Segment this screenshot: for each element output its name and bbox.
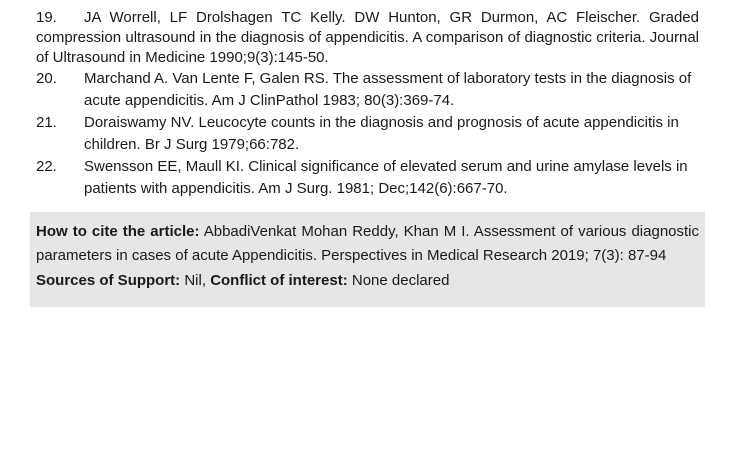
reference-item-19	[36, 8, 699, 68]
reference-item-22	[36, 156, 699, 200]
support-line	[36, 271, 449, 291]
citation-label: How to cite the article:	[36, 223, 200, 240]
reference-list	[36, 8, 699, 200]
reference-item-21	[36, 112, 699, 156]
reference-text: Marchand A. Van Lente F, Galen RS. The assessment of laboratory tests in the diagnosis of acute appendicitis. Am J ClinPathol 1983; 80(3):369-74.	[84, 70, 692, 109]
citation-paragraph	[36, 220, 699, 267]
citation-text: AbbadiVenkat Mohan Reddy, Khan M I. Assessment of various diagnostic parameters in cases of acute Appendicitis. Perspectives in Medical Research 2019; 7(3): 87-94	[36, 223, 700, 264]
conflict-label: Conflict of interest:	[210, 272, 348, 289]
sources-value: Nil,	[184, 272, 207, 289]
reference-number: 22.	[36, 158, 57, 175]
reference-text: Doraiswamy NV. Leucocyte counts in the diagnosis and prognosis of acute appendicitis in children. Br J Surg 1979;66:782.	[84, 114, 679, 153]
reference-number: 21.	[36, 114, 57, 131]
conflict-value: None declared	[351, 272, 450, 289]
reference-item-20	[36, 68, 699, 112]
reference-text: Swensson EE, Maull KI. Clinical significance of elevated serum and urine amylase levels in patients with appendicitis. Am J Surg. 1981; Dec;142(6):667-70.	[84, 158, 688, 197]
sources-label: Sources of Support:	[36, 272, 181, 289]
reference-text: JA Worrell, LF Drolshagen TC Kelly. DW Hunton, GR Durmon, AC Fleischer. Graded compression ultrasound in the diagnosis of appendicitis. A comparison of diagnostic criteria. Journal of Ultrasound in Medicine 1990;9(3):145-50.	[36, 9, 699, 66]
reference-number: 20.	[36, 70, 57, 87]
reference-number: 19.	[36, 9, 57, 26]
